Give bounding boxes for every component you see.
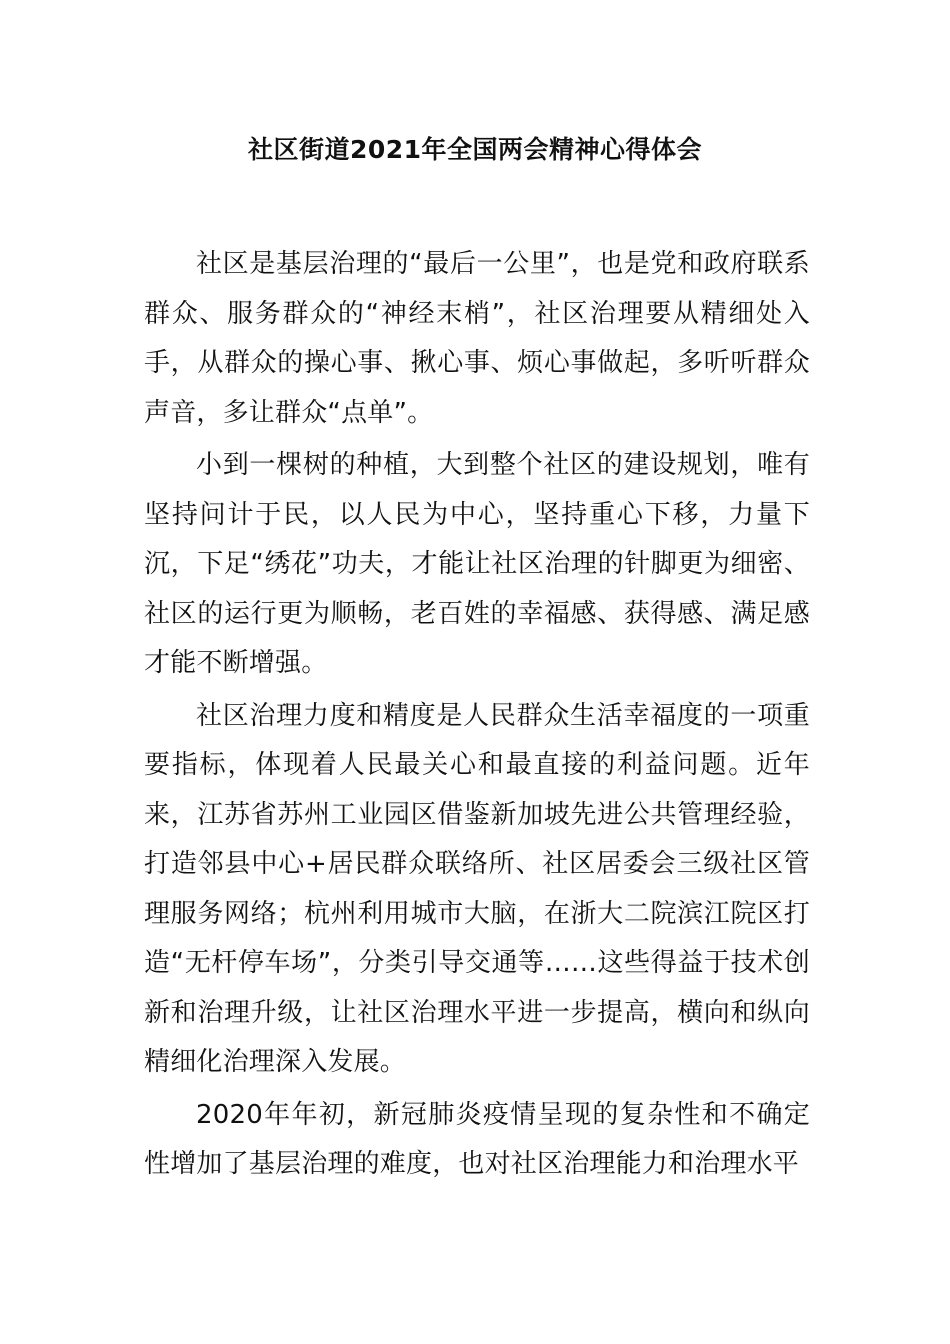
document-title: 社区街道2021年全国两会精神心得体会 — [247, 135, 703, 164]
paragraph-2: 小到一棵树的种植，大到整个社区的建设规划，唯有坚持问计于民，以人民为中心，坚持重心下移，力量下沉，下足“绣花”功夫，才能让社区治理的针脚更为细密、社区的运行更为顺畅，老百姓的幸福感、获得感、满足感才能不断增强。 — [144, 450, 810, 678]
paragraph-3: 社区治理力度和精度是人民群众生活幸福度的一项重要指标，体现着人民最关心和最直接的利益问题。近年来，江苏省苏州工业园区借鉴新加坡先进公共管理经验，打造邻县中心+居民群众联络所、社区居委会三级社区管理服务网络；杭州利用城市大脑，在浙大二院滨江院区打造“无杆停车场”，分类引导交通等……这些得益于技术创新和治理升级，让社区治理水平进一步提高，横向和纵向精细化治理深入发展。 — [144, 700, 810, 1077]
document-body — [144, 240, 810, 1193]
paragraph-4: 2020年年初，新冠肺炎疫情呈现的复杂性和不确定性增加了基层治理的难度，也对社区治理能力和治理水平 — [144, 1099, 810, 1179]
paragraph-1: 社区是基层治理的“最后一公里”，也是党和政府联系群众、服务群众的“神经末梢”，社区治理要从精细处入手，从群众的操心事、揪心事、烦心事做起，多听听群众声音，多让群众“点单”。 — [144, 249, 810, 428]
